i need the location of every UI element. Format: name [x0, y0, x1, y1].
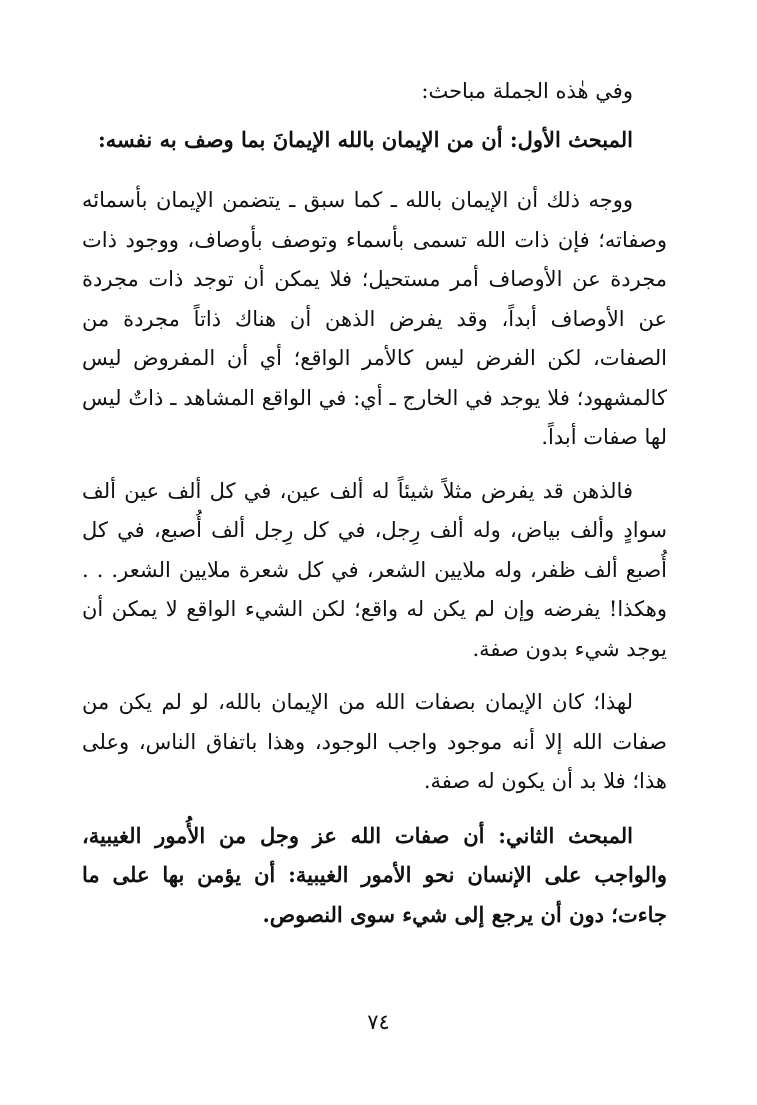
intro-line: وفي هٰذه الجملة مباحث: [421, 79, 633, 103]
section-2-heading: المبحث الثاني: أن صفات الله عز وجل من الأُمور الغيبية، والواجب على الإنسان نحو الأمور الغيبية: أن يؤمن بها على ما جاءت؛ دون أن يرجع إلى شيء سوى النصوص. [82, 822, 667, 927]
page-content [82, 72, 667, 934]
section-1-paragraph-1: ووجه ذلك أن الإيمان بالله ـ كما سبق ـ يتضمن الإيمان بأسمائه وصفاته؛ فإن ذات الله تسمى بأسماء وتوصف بأوصاف، ووجود ذات مجردة عن الأوصاف أمر مستحيل؛ فلا يمكن أن توجد ذات مجردة عن الأوصاف أبداً، وقد يفرض الذهن أن هناك ذاتاً مجردة من الصفات، لكن الفرض ليس كالأمر الواقع؛ أي أن المفروض ليس كالمشهود؛ فلا يوجد في الخارج ـ أي: في الواقع المشاهد ـ ذاتٌ ليس لها صفات أبداً. [82, 188, 667, 449]
page-number: ٧٤ [367, 1010, 390, 1034]
section-1-paragraph-2: فالذهن قد يفرض مثلاً شيئاً له ألف عين، في كل ألف عين ألف سوادٍ وألف بياض، وله ألف رِجل، في كل رِجل ألف أُصبع، في كل أُصبع ألف ظفر، وله ملايين الشعر، في كل شعرة ملايين الشعر. . . وهكذا! يفرضه وإن لم يكن له واقع؛ لكن الشيء الواقع لا يمكن أن يوجد شيء بدون صفة. [82, 478, 667, 661]
section-1-paragraph-3: لهذا؛ كان الإيمان بصفات الله من الإيمان بالله، لو لم يكن من صفات الله إلا أنه موجود واجب الوجود، وهذا باتفاق الناس، وعلى هذا؛ فلا بد أن يكون له صفة. [82, 690, 667, 793]
section-1-heading: المبحث الأول: أن من الإيمان بالله الإيمانَ بما وصف به نفسه: [98, 126, 633, 152]
